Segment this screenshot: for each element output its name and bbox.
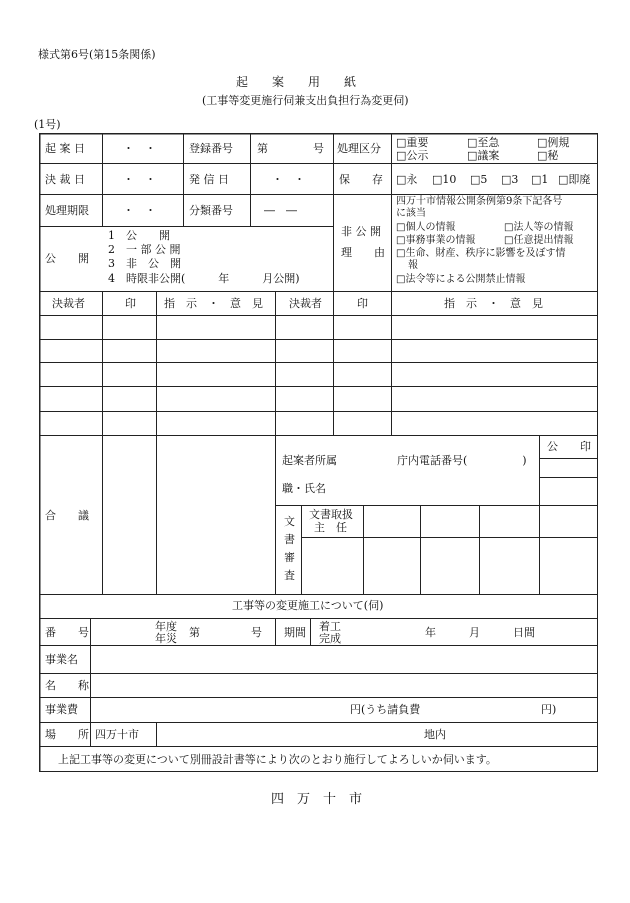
shori-kigen-field[interactable]: ・ ・	[123, 204, 156, 217]
bunsho-char-2: 書	[284, 533, 295, 546]
approval-form	[39, 133, 598, 772]
shiji-header-2: 指 示 ・ 意 見	[444, 297, 543, 310]
hozon-label: 保 存	[339, 173, 383, 186]
jigyohi-end: 円)	[541, 703, 557, 716]
checkbox-gian[interactable]: □ 議案	[467, 150, 499, 161]
kiansha-shozoku: 起案者所属	[282, 454, 337, 467]
checkbox-hojin[interactable]: □ 法人等の情報	[504, 223, 573, 233]
hikokai-label: 非 公 開	[341, 225, 381, 238]
checkbox-3[interactable]: □ 3	[501, 174, 518, 185]
basho-city: 四万十市	[95, 728, 139, 741]
bunsho-char-1: 文	[284, 515, 295, 528]
hasshin-date-label: 発 信 日	[189, 173, 229, 186]
jigyohi-value[interactable]: 円(うち請負費	[350, 703, 421, 716]
kessai-date-label: 決 裁 日	[45, 173, 85, 186]
chakko-label: 着工	[319, 620, 341, 633]
statement-text: 上記工事等の変更について別冊設計書等により次のとおり施行してよろしいか伺います。	[58, 753, 497, 766]
checkbox-5[interactable]: □ 5	[470, 174, 487, 185]
bango-label: 番 号	[45, 626, 89, 639]
checkbox-hi[interactable]: □ 秘	[537, 150, 558, 161]
kansei-label: 完成	[319, 632, 341, 645]
go-label: 号	[251, 626, 262, 639]
checkbox-reiki[interactable]: □ 例規	[537, 137, 569, 148]
checkbox-sokuhai[interactable]: □ 即廃	[558, 174, 590, 185]
hasshin-date-field[interactable]: ・ ・	[272, 173, 305, 186]
checkbox-shikyu[interactable]: □ 至急	[467, 137, 499, 148]
section-title: 工事等の変更施工について(伺)	[232, 599, 384, 612]
toroku-label: 登録番号	[189, 142, 233, 155]
nensai-label: 年災	[155, 632, 177, 645]
kian-date-label: 起 案 日	[45, 142, 85, 155]
seimei-cont: 報	[408, 260, 418, 271]
kokai-option-3[interactable]: 3 非 公 開	[108, 257, 181, 270]
kokai-option-2[interactable]: 2 一 部 公 開	[108, 243, 181, 256]
page-number: (1号)	[34, 118, 61, 131]
kokai-option-4[interactable]: 4 時限非公開( 年 月公開)	[108, 272, 300, 285]
basho-suffix: 地内	[424, 728, 446, 741]
hikokai-intro: 四万十市情報公開条例第9条下記各号	[396, 196, 563, 207]
hikokai-intro-2: に該当	[396, 208, 426, 219]
toroku-suffix: 号	[313, 142, 324, 155]
koin-label: 公 印	[547, 440, 591, 453]
checkbox-nini[interactable]: □ 任意提出情報	[504, 236, 573, 246]
bunrui-field[interactable]: ― ―	[264, 204, 297, 217]
kokai-label: 公 開	[45, 252, 89, 265]
form-subtitle: (工事等変更施行伺兼支出負担行為変更伺)	[202, 94, 409, 107]
checkbox-10[interactable]: □ 10	[432, 174, 456, 185]
toriatsukai-1: 文書取扱	[309, 508, 353, 521]
shimei-label: 職・氏名	[282, 482, 326, 495]
meisho-label: 名 称	[45, 679, 89, 692]
kikan-date[interactable]: 年 月 日間	[425, 626, 535, 639]
form-title: 起 案 用 紙	[236, 75, 357, 89]
kessaisha-header-1: 決裁者	[52, 297, 85, 310]
kessaisha-header-2: 決裁者	[289, 297, 322, 310]
gougi-label: 合 議	[45, 509, 89, 522]
checkbox-1[interactable]: □ 1	[531, 174, 548, 185]
jigyohi-label: 事業費	[45, 703, 78, 716]
kessai-date-field[interactable]: ・ ・	[123, 173, 156, 186]
bunrui-label: 分類番号	[189, 204, 233, 217]
nendo-label: 年度	[155, 620, 177, 633]
dai-label: 第	[189, 626, 200, 639]
shori-kigen-label: 処理期限	[45, 204, 89, 217]
form-number: 様式第6号(第15条関係)	[38, 48, 156, 61]
basho-label: 場 所	[45, 728, 89, 741]
kokai-option-1[interactable]: 1 公 開	[108, 229, 170, 242]
bunsho-char-3: 審	[284, 551, 295, 564]
denwa-bango: 庁内電話番号( )	[397, 454, 527, 467]
shori-label: 処理区分	[337, 142, 381, 155]
in-header-1: 印	[125, 297, 136, 310]
bunsho-char-4: 査	[284, 569, 295, 582]
shiji-header-1: 指 示 ・ 意 見	[164, 297, 263, 310]
checkbox-seimei[interactable]: □ 生命、財産、秩序に影響を及ぼす情	[396, 249, 565, 259]
checkbox-juyo[interactable]: □ 重要	[396, 137, 428, 148]
kikan-label: 期間	[284, 626, 306, 639]
kian-date-field[interactable]: ・ ・	[123, 142, 156, 155]
checkbox-koji[interactable]: □ 公示	[396, 150, 428, 161]
footer-city: 四 万 十 市	[271, 792, 363, 807]
toriatsukai-2: 主 任	[314, 521, 347, 534]
checkbox-horei[interactable]: □ 法令等による公開禁止情報	[396, 275, 525, 285]
checkbox-kojin[interactable]: □ 個人の情報	[396, 223, 455, 233]
checkbox-ei[interactable]: □ 永	[396, 174, 417, 185]
in-header-2: 印	[357, 297, 368, 310]
checkbox-jimu[interactable]: □ 事務事業の情報	[396, 236, 475, 246]
riyu-label: 理 由	[341, 246, 385, 259]
jigyo-name-label: 事業名	[45, 653, 78, 666]
toroku-prefix: 第	[257, 142, 268, 155]
